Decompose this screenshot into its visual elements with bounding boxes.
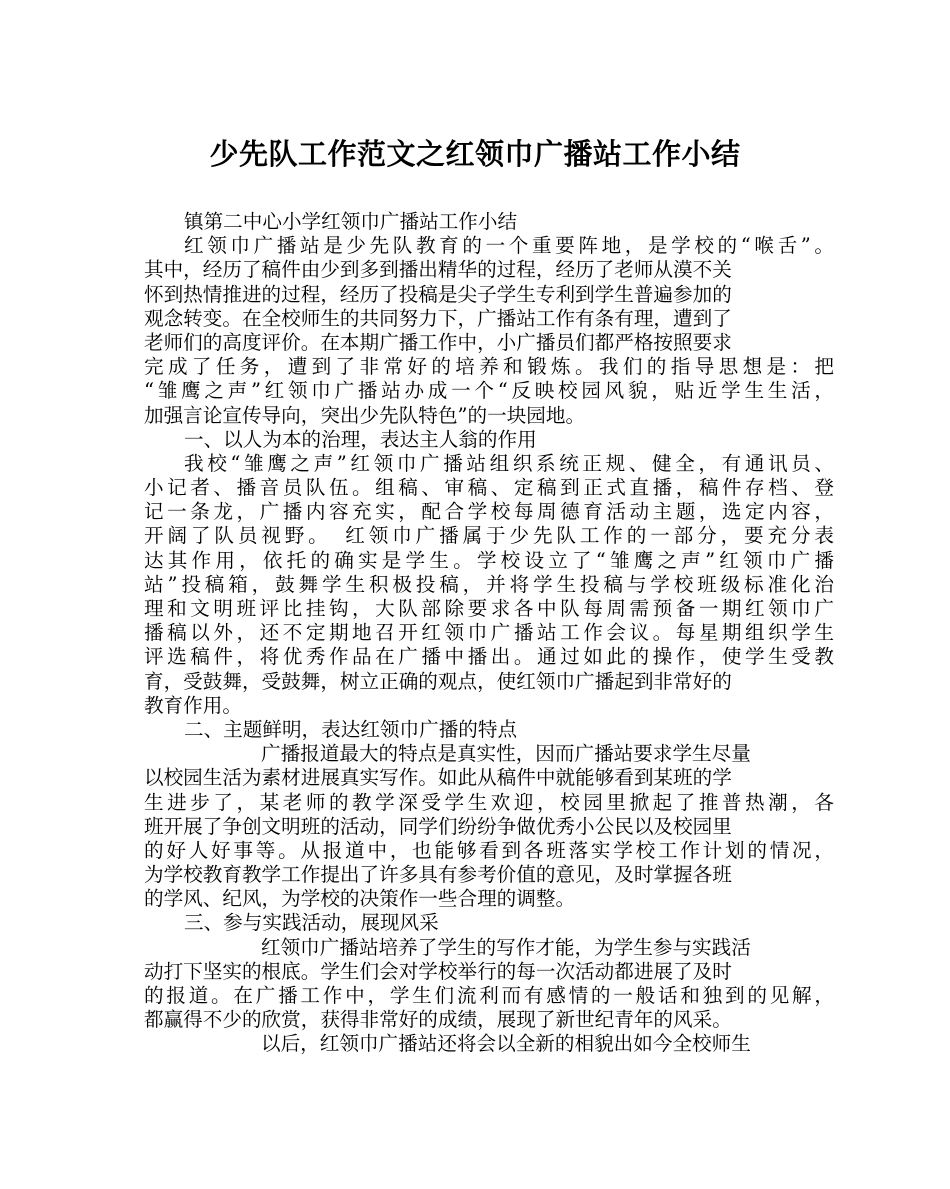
body-line: 播稿以外，还不定期地召开红领巾广播站工作会议。每星期组织学生 [144, 621, 834, 645]
body-line: 以后，红领巾广播站还将会以全新的相貌出如今全校师生 [261, 1032, 751, 1056]
body-line: 达其作用，依托的确实是学生。学校设立了“雏鹰之声”红领巾广播 [144, 548, 834, 572]
body-line: 二、主题鲜明，表达红领巾广播的特点 [184, 717, 518, 741]
body-line: 其中，经历了稿件由少到多到播出精华的过程，经历了老师从漠不关 [144, 258, 732, 282]
body-line: 的好人好事等。从报道中，也能够看到各班落实学校工作计划的情况， [144, 838, 834, 862]
body-line: 老师们的高度评价。在本期广播工作中，小广播员们都严格按照要求 [144, 330, 732, 354]
body-line: 完成了任务，遭到了非常好的培养和锻炼。我们的指导思想是：把 [144, 355, 834, 379]
body-line: 观念转变。在全校师生的共同努力下，广播站工作有条有理，遭到了 [144, 306, 732, 330]
body-line: 三、参与实践活动，展现风采 [184, 911, 439, 935]
body-line: 育，受鼓舞，受鼓舞，树立正确的观点，使红领巾广播起到非常好的 [144, 669, 732, 693]
body-line: 小记者、播音员队伍。组稿、审稿、定稿到正式直播，稿件存档、登 [144, 476, 834, 500]
body-line: 都赢得不少的欣赏，获得非常好的成绩，展现了新世纪青年的风采。 [144, 1008, 732, 1032]
body-line: 开阔了队员视野。 红领巾广播属于少先队工作的一部分，要充分表 [144, 524, 834, 548]
body-line: 记一条龙，广播内容充实，配合学校每周德育活动主题，选定内容， [144, 500, 834, 524]
body-line: 怀到热情推进的过程，经历了投稿是尖子学生专利到学生普遍参加的 [144, 282, 732, 306]
body-line: 评选稿件，将优秀作品在广播中播出。通过如此的操作，使学生受教 [144, 645, 834, 669]
body-line: 镇第二中心小学红领巾广播站工作小结 [184, 210, 518, 233]
body-line: 教育作用。 [144, 693, 242, 717]
body-line: 加强言论宣传导向，突出少先队特色”的一块园地。 [144, 403, 586, 427]
body-line: 红领巾广播站培养了学生的写作才能，为学生参与实践活 [261, 935, 751, 959]
body-line: 动打下坚实的根底。学生们会对学校举行的每一次活动都进展了及时 [144, 959, 732, 983]
body-line: 的报道。在广播工作中，学生们流利而有感情的一般话和独到的见解， [144, 984, 834, 1007]
body-line: 一、以人为本的治理，表达主人翁的作用 [184, 427, 537, 451]
document-title: 少先队工作范文之红领巾广播站工作小结 [209, 137, 741, 171]
body-line: 的学风、纪风，为学校的决策作一些合理的调整。 [144, 887, 576, 911]
body-line: 站”投稿箱，鼓舞学生积极投稿，并将学生投稿与学校班级标准化治 [144, 572, 834, 596]
body-line: 红领巾广播站是少先队教育的一个重要阵地，是学校的“喉舌”。 [184, 234, 834, 258]
body-line: “雏鹰之声”红领巾广播站办成一个“反映校园风貌，贴近学生生活， [144, 379, 834, 403]
body-line: 理和文明班评比挂钩，大队部除要求各中队每周需预备一期红领巾广 [144, 597, 834, 620]
body-line: 我校“雏鹰之声”红领巾广播站组织系统正规、健全，有通讯员、 [184, 451, 834, 475]
document-body [144, 210, 834, 1057]
body-line: 为学校教育教学工作提出了许多具有参考价值的意见，及时掌握各班 [144, 863, 732, 887]
body-line: 广播报道最大的特点是真实性，因而广播站要求学生尽量 [261, 742, 751, 766]
body-line: 以校园生活为素材进展真实写作。如此从稿件中就能够看到某班的学 [144, 766, 732, 790]
body-line: 班开展了争创文明班的活动，同学们纷纷争做优秀小公民以及校园里 [144, 814, 732, 838]
body-line: 生进步了，某老师的教学深受学生欢迎，校园里掀起了推普热潮，各 [144, 790, 834, 814]
